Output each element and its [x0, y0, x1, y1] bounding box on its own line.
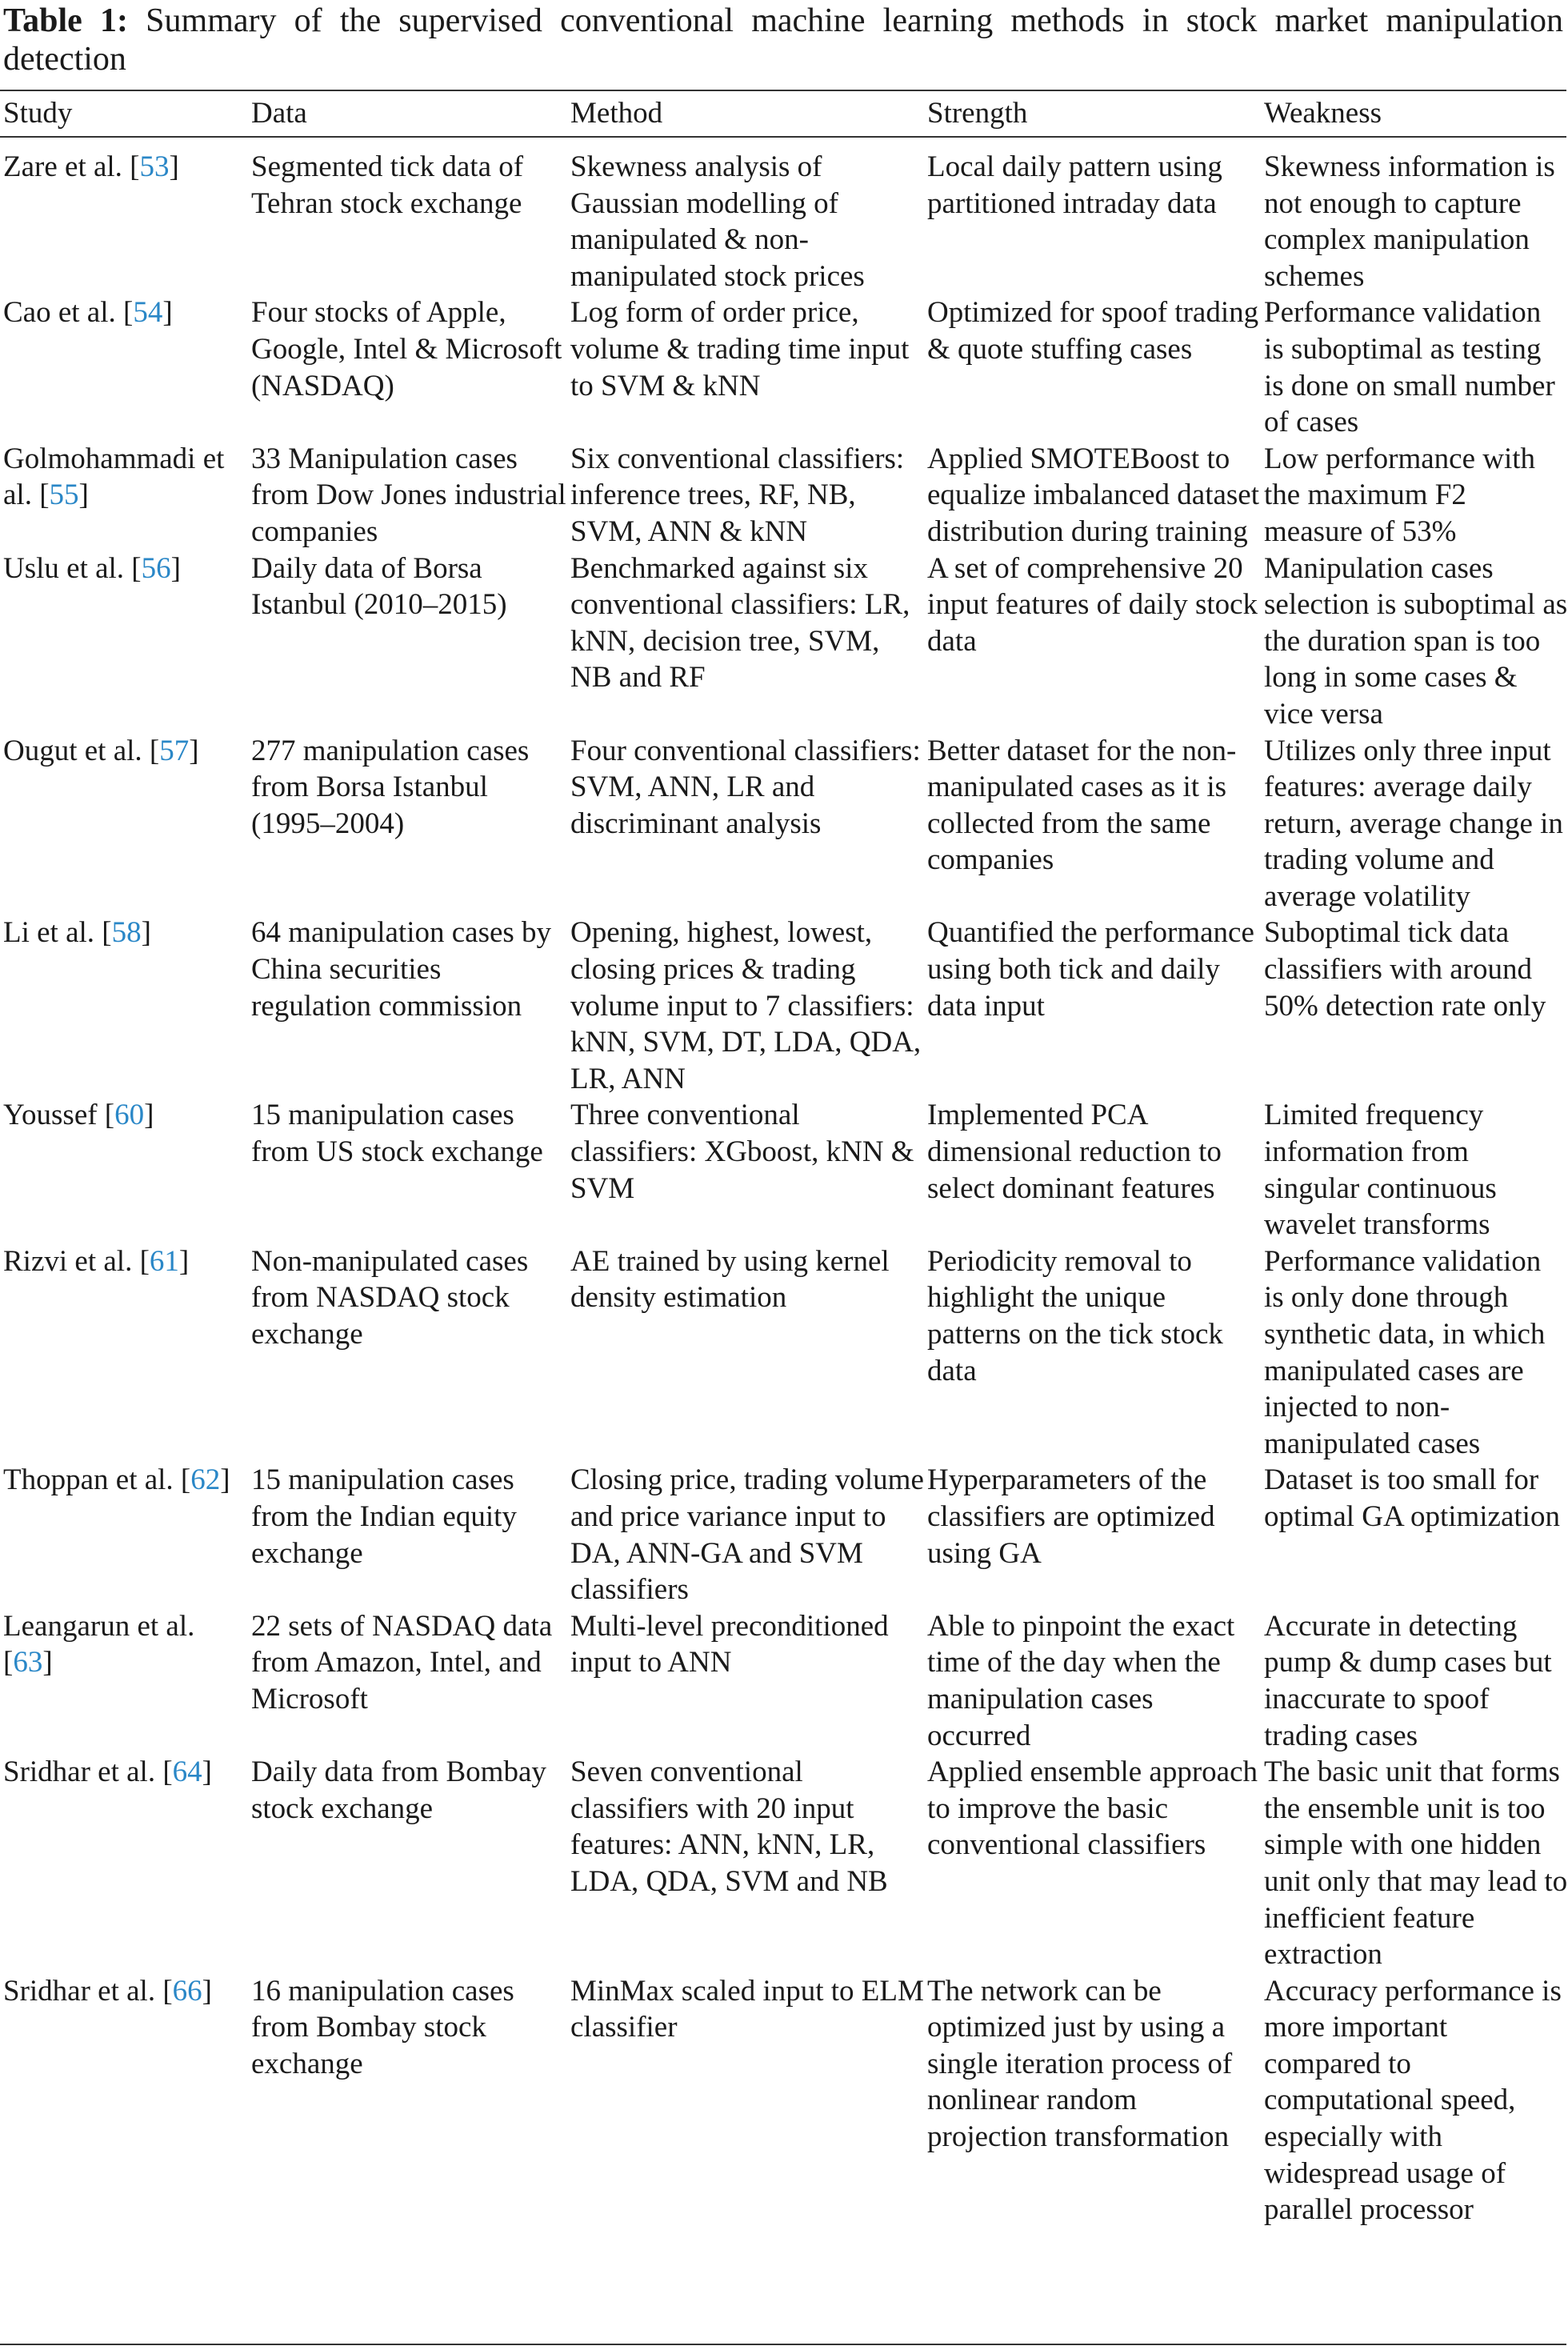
column-header-data: Data [251, 97, 307, 130]
study-author: Thoppan et al. [ [3, 1463, 191, 1497]
cell-study [0, 1754, 248, 1973]
table-row [0, 294, 1568, 440]
cell-method: Seven conventional classifiers with 20 input features: ANN, kNN, LR, LDA, QDA, SVM and NB [570, 1755, 888, 1898]
citation-link[interactable]: 62 [190, 1463, 221, 1497]
cell-study [0, 1973, 248, 2228]
cell-data: 15 manipulation cases from US stock exchange [251, 1099, 543, 1169]
column-header-strength: Strength [927, 97, 1028, 130]
study-author: Golmohammadi et al. [ [3, 442, 225, 512]
table-bottom-rule [0, 2344, 1566, 2345]
cell-strength: A set of comprehensive 20 input features of daily stock data [927, 551, 1258, 658]
cell-data: 22 sets of NASDAQ data from Amazon, Intel, and Microsoft [251, 1609, 553, 1715]
table-top-rule [0, 90, 1566, 91]
study-author: Sridhar et al. [ [3, 1974, 173, 2008]
cell-study [0, 550, 248, 733]
cell-weakness: Manipulation cases selection is suboptimal as the duration span is too long in some cases & vice versa [1264, 551, 1568, 731]
citation-close-bracket: ] [144, 1099, 154, 1132]
cell-data: Daily data from Bombay stock exchange [251, 1755, 546, 1825]
citation-close-bracket: ] [141, 916, 151, 950]
cell-data: Segmented tick data of Tehran stock exchange [251, 150, 524, 220]
cell-weakness: The basic unit that forms the ensemble unit is too simple with one hidden unit only that may lead to inefficient feature extraction [1264, 1755, 1568, 1972]
cell-method: MinMax scaled input to ELM classifier [570, 1974, 924, 2044]
citation-close-bracket: ] [189, 734, 199, 767]
cell-study [0, 441, 248, 550]
citation-link[interactable]: 60 [114, 1099, 145, 1132]
cell-study [0, 733, 248, 915]
study-author: Rizvi et al. [ [3, 1244, 150, 1278]
cell-study [0, 294, 248, 440]
cell-method: Opening, highest, lowest, closing prices & trading volume input to 7 classifiers: kNN, SVM, DT, LDA, QDA, LR, ANN [570, 916, 922, 1095]
study-author: Sridhar et al. [ [3, 1755, 173, 1789]
cell-data: 16 manipulation cases from Bombay stock exchange [251, 1974, 514, 2080]
citation-close-bracket: ] [202, 1974, 212, 2008]
cell-method: Four conventional classifiers: SVM, ANN, LR and discriminant analysis [570, 734, 921, 840]
citation-close-bracket: ] [178, 1244, 190, 1278]
cell-study [0, 143, 248, 294]
cell-weakness: Suboptimal tick data classifiers with around 50% detection rate only [1264, 916, 1546, 1023]
study-author: Li et al. [ [3, 916, 112, 950]
table-row [0, 733, 1568, 915]
study-author: Ougut et al. [ [3, 734, 160, 767]
cell-method: Six conventional classifiers: inference trees, RF, NB, SVM, ANN & kNN [570, 442, 905, 548]
cell-data: Four stocks of Apple, Google, Intel & Microsoft (NASDAQ) [251, 296, 562, 402]
citation-link[interactable]: 54 [133, 296, 163, 330]
cell-strength: Better dataset for the non-manipulated cases as it is collected from the same companies [927, 734, 1237, 877]
cell-method: Benchmarked against six conventional classifiers: LR, kNN, decision tree, SVM, NB and RF [570, 551, 910, 695]
cell-strength: Implemented PCA dimensional reduction to select dominant features [927, 1099, 1222, 1205]
citation-close-bracket: ] [162, 296, 173, 330]
table-row [0, 1243, 1568, 1463]
citation-link[interactable]: 56 [141, 551, 171, 585]
cell-weakness: Performance validation is suboptimal as testing is done on small number of cases [1264, 296, 1555, 439]
table-row [0, 1754, 1568, 1973]
table-row [0, 1097, 1568, 1243]
cell-strength: Hyperparameters of the classifiers are optimized using GA [927, 1463, 1215, 1570]
cell-data: Non-manipulated cases from NASDAQ stock exchange [251, 1244, 529, 1351]
citation-close-bracket: ] [170, 551, 181, 585]
table-row [0, 1608, 1568, 1754]
cell-weakness: Low performance with the maximum F2 measure of 53% [1264, 442, 1536, 548]
study-author: Zare et al. [ [3, 150, 140, 183]
table-row [0, 550, 1568, 733]
citation-close-bracket: ] [42, 1646, 53, 1679]
table-caption [3, 2, 1563, 78]
cell-strength: Quantified the performance using both tick and daily data input [927, 916, 1254, 1023]
column-header-study: Study [3, 97, 73, 130]
study-author: Uslu et al. [ [3, 551, 142, 585]
cell-study [0, 1608, 248, 1754]
cell-data: Daily data of Borsa Istanbul (2010–2015) [251, 551, 507, 622]
cell-strength: Applied SMOTEBoost to equalize imbalanced dataset distribution during training [927, 442, 1260, 548]
citation-link[interactable]: 55 [49, 478, 79, 512]
table-row [0, 143, 1568, 294]
cell-strength: Optimized for spoof trading & quote stuffing cases [927, 296, 1259, 366]
cell-strength: Applied ensemble approach to improve the basic conventional classifiers [927, 1755, 1258, 1862]
cell-strength: The network can be optimized just by using a single iteration process of nonlinear random projection transformation [927, 1974, 1233, 2154]
cell-study [0, 915, 248, 1097]
table-row [0, 441, 1568, 550]
citation-link[interactable]: 63 [13, 1646, 43, 1679]
citation-link[interactable]: 64 [172, 1755, 202, 1789]
cell-weakness: Skewness information is not enough to capture complex manipulation schemes [1264, 150, 1555, 293]
table-caption-text: Summary of the supervised conventional machine learning methods in stock market manipulation detection [3, 2, 1563, 78]
table-row [0, 1462, 1568, 1607]
cell-strength: Periodicity removal to highlight the unique patterns on the tick stock data [927, 1244, 1223, 1387]
cell-weakness: Utilizes only three input features: average daily return, average change in trading volume and average volatility [1264, 734, 1563, 913]
cell-method: AE trained by using kernel density estimation [570, 1244, 890, 1315]
cell-data: 33 Manipulation cases from Dow Jones industrial companies [251, 442, 566, 548]
citation-link[interactable]: 53 [139, 150, 170, 183]
study-author: Leangarun et al. [ [3, 1609, 195, 1679]
cell-data: 64 manipulation cases by China securities regulation commission [251, 916, 552, 1023]
citation-link[interactable]: 57 [159, 734, 190, 767]
cell-weakness: Limited frequency information from singular continuous wavelet transforms [1264, 1099, 1497, 1242]
column-header-method: Method [570, 97, 663, 130]
table-row [0, 1973, 1568, 2228]
study-author: Youssef [ [3, 1099, 115, 1132]
cell-study [0, 1243, 248, 1463]
cell-method: Log form of order price, volume & trading time input to SVM & kNN [570, 296, 910, 402]
study-author: Cao et al. [ [3, 296, 134, 330]
citation-close-bracket: ] [169, 150, 179, 183]
cell-strength: Local daily pattern using partitioned intraday data [927, 150, 1222, 220]
citation-close-bracket: ] [78, 478, 89, 512]
cell-study [0, 1097, 248, 1243]
cell-weakness: Accuracy performance is more important compared to computational speed, especially with widespread usage of parallel processor [1264, 1974, 1562, 2227]
column-header-weakness: Weakness [1264, 97, 1382, 130]
table-header-row [0, 95, 1568, 143]
citation-link[interactable]: 66 [172, 1974, 202, 2008]
cell-method: Three conventional classifiers: XGboost, kNN & SVM [570, 1099, 914, 1205]
cell-data: 15 manipulation cases from the Indian equity exchange [251, 1463, 517, 1570]
cell-weakness: Dataset is too small for optimal GA optimization [1264, 1463, 1560, 1533]
cell-data: 277 manipulation cases from Borsa Istanbul (1995–2004) [251, 734, 530, 840]
summary-table [0, 95, 1568, 2228]
cell-method: Skewness analysis of Gaussian modelling of manipulated & non-manipulated stock prices [570, 150, 865, 293]
cell-weakness: Performance validation is only done through synthetic data, in which manipulated cases are injected to non-manipulated cases [1264, 1244, 1546, 1460]
table-body [0, 143, 1568, 2228]
cell-method: Multi-level preconditioned input to ANN [570, 1609, 889, 1679]
cell-method: Closing price, trading volume and price variance input to DA, ANN-GA and SVM classifiers [570, 1463, 924, 1607]
citation-link[interactable]: 61 [149, 1244, 179, 1278]
table-caption-label: Table 1: [3, 2, 128, 39]
citation-close-bracket: ] [202, 1755, 212, 1789]
table-row [0, 915, 1568, 1097]
cell-weakness: Accurate in detecting pump & dump cases but inaccurate to spoof trading cases [1264, 1609, 1552, 1752]
cell-study [0, 1462, 248, 1607]
cell-strength: Able to pinpoint the exact time of the day when the manipulation cases occurred [927, 1609, 1235, 1752]
citation-close-bracket: ] [220, 1463, 230, 1497]
citation-link[interactable]: 58 [111, 916, 142, 950]
